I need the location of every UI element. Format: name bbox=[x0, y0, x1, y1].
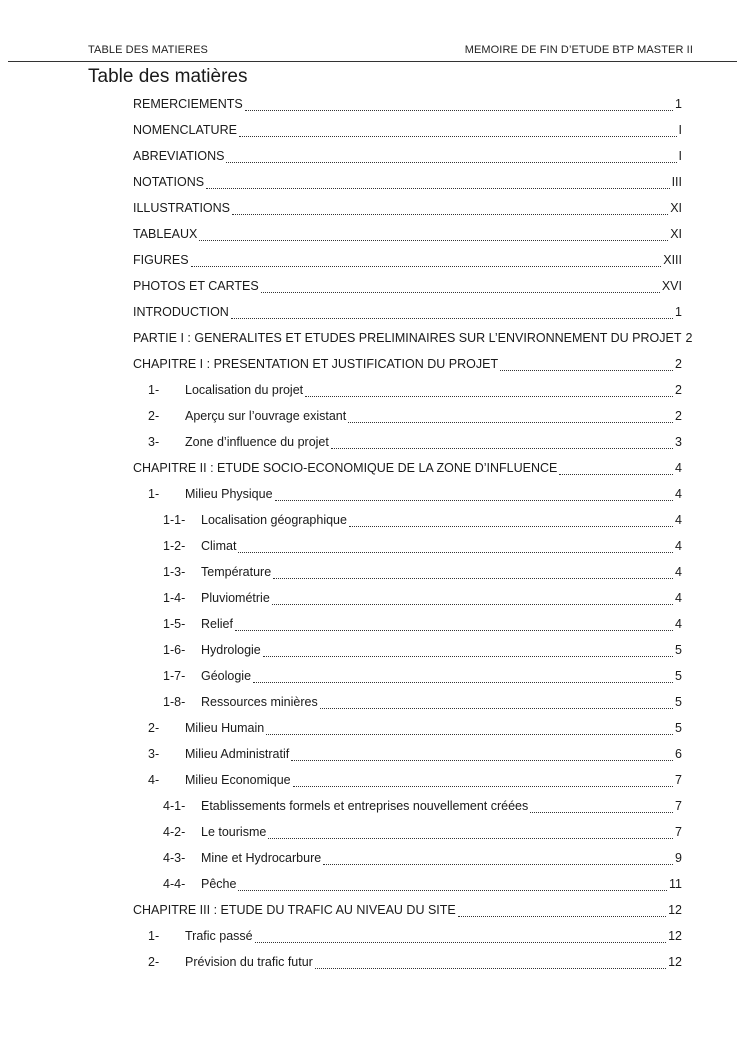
header-left-title: TABLE DES MATIERES bbox=[88, 44, 208, 56]
toc-leader-dots bbox=[231, 308, 673, 319]
toc-leader-dots bbox=[500, 360, 673, 371]
toc-entry-page: 1 bbox=[675, 305, 682, 319]
toc-entry-page: 12 bbox=[668, 929, 682, 943]
toc-entry-page: 4 bbox=[675, 617, 682, 631]
toc-entry[interactable] bbox=[133, 201, 682, 219]
toc-entry-page: 7 bbox=[675, 799, 682, 813]
toc-entry-page: 4 bbox=[675, 539, 682, 553]
toc-entry[interactable] bbox=[163, 539, 682, 557]
toc-entry-text: Zone d’influence du projet bbox=[185, 435, 329, 449]
toc-entry-number: 4-4- bbox=[163, 877, 186, 891]
toc-entry-page: 2 bbox=[685, 331, 693, 345]
toc-entry-number: 1-1- bbox=[163, 513, 186, 527]
toc-leader-dots bbox=[266, 724, 673, 735]
toc-entry-page: 12 bbox=[668, 955, 682, 969]
toc-entry[interactable] bbox=[163, 591, 682, 609]
toc-entry[interactable] bbox=[163, 825, 682, 843]
toc-entry-page: 5 bbox=[675, 695, 682, 709]
header-divider bbox=[8, 61, 737, 62]
toc-entry[interactable] bbox=[133, 903, 682, 921]
toc-entry-page: 1 bbox=[675, 97, 682, 111]
toc-entry-number: 2- bbox=[148, 955, 160, 969]
toc-entry-text: PHOTOS ET CARTES bbox=[133, 279, 259, 293]
toc-entry-page: 7 bbox=[675, 773, 682, 787]
toc-leader-dots bbox=[235, 620, 673, 631]
toc-entry-text: INTRODUCTION bbox=[133, 305, 229, 319]
toc-entry[interactable] bbox=[163, 565, 682, 583]
toc-leader-dots bbox=[331, 438, 673, 449]
toc-entry-page: 4 bbox=[675, 487, 682, 501]
toc-entry[interactable] bbox=[148, 721, 682, 739]
toc-entry-text: Milieu Humain bbox=[185, 721, 265, 735]
toc-entry[interactable] bbox=[148, 955, 682, 973]
toc-entry-text: Etablissements formels et entreprises nouvellement créées bbox=[201, 799, 529, 813]
toc-entry-number: 3- bbox=[148, 747, 160, 761]
toc-leader-dots bbox=[268, 828, 673, 839]
toc-entry-text: Pluviométrie bbox=[201, 591, 270, 605]
toc-entry[interactable] bbox=[133, 253, 682, 271]
toc-entry-text: Milieu Physique bbox=[185, 487, 273, 501]
toc-leader-dots bbox=[263, 646, 673, 657]
toc-entry-page: III bbox=[671, 175, 682, 189]
header-right-title: MEMOIRE DE FIN D’ETUDE BTP MASTER II bbox=[464, 44, 693, 56]
toc-leader-dots bbox=[245, 100, 673, 111]
toc-entry-page: I bbox=[678, 149, 682, 163]
toc-entry-number: 4-3- bbox=[163, 851, 186, 865]
toc-entry[interactable] bbox=[148, 487, 682, 505]
toc-entry[interactable] bbox=[133, 227, 682, 245]
toc-entry[interactable] bbox=[148, 929, 682, 947]
toc-leader-dots bbox=[255, 932, 666, 943]
toc-leader-dots bbox=[458, 906, 666, 917]
toc-entry-text: NOMENCLATURE bbox=[133, 123, 237, 137]
toc-leader-dots bbox=[315, 958, 666, 969]
toc-entry-page: XIII bbox=[663, 253, 682, 267]
toc-entry-page: 4 bbox=[675, 565, 682, 579]
toc-entry-page: 5 bbox=[675, 721, 682, 735]
toc-entry[interactable] bbox=[148, 435, 682, 453]
toc-leader-dots bbox=[253, 672, 673, 683]
toc-leader-dots bbox=[239, 126, 677, 137]
toc-entry[interactable] bbox=[133, 123, 682, 141]
toc-leader-dots bbox=[305, 386, 673, 397]
toc-leader-dots bbox=[349, 516, 673, 527]
toc-entry-page: 9 bbox=[675, 851, 682, 865]
toc-entry-number: 1-8- bbox=[163, 695, 186, 709]
toc-entry[interactable] bbox=[163, 877, 682, 895]
toc-entry-text: CHAPITRE III : ETUDE DU TRAFIC AU NIVEAU DU SITE bbox=[133, 903, 456, 917]
toc-entry[interactable] bbox=[133, 279, 682, 297]
toc-entry-text: Milieu Administratif bbox=[185, 747, 290, 761]
toc-entry[interactable] bbox=[148, 773, 682, 791]
toc-entry[interactable] bbox=[133, 461, 682, 479]
toc-entry-text: Aperçu sur l’ouvrage existant bbox=[185, 409, 347, 423]
toc-leader-dots bbox=[261, 282, 660, 293]
toc-entry-number: 1-4- bbox=[163, 591, 186, 605]
toc-entry-page: 4 bbox=[675, 591, 682, 605]
toc-entry-text: REMERCIEMENTS bbox=[133, 97, 243, 111]
toc-entry-page: 11 bbox=[669, 877, 682, 891]
toc-entry-page: 3 bbox=[675, 435, 682, 449]
toc-entry-text: ILLUSTRATIONS bbox=[133, 201, 231, 215]
toc-entry-text: Mine et Hydrocarbure bbox=[201, 851, 322, 865]
toc-entry-text: Milieu Economique bbox=[185, 773, 291, 787]
toc-entry-text: Prévision du trafic futur bbox=[185, 955, 313, 969]
toc-entry-page: 4 bbox=[675, 513, 682, 527]
toc-entry-number: 4-2- bbox=[163, 825, 186, 839]
toc-entry-text: Pêche bbox=[201, 877, 237, 891]
toc-entry-text: Trafic passé bbox=[185, 929, 253, 943]
toc-entry[interactable] bbox=[163, 513, 682, 531]
toc-entry[interactable] bbox=[148, 747, 682, 765]
toc-leader-dots bbox=[206, 178, 670, 189]
toc-entry-number: 1-2- bbox=[163, 539, 186, 553]
toc-entry[interactable] bbox=[133, 97, 682, 115]
toc-entry-text: Climat bbox=[201, 539, 237, 553]
toc-title: Table des matières bbox=[88, 66, 248, 87]
toc-leader-dots bbox=[348, 412, 673, 423]
toc-entry-page: 2 bbox=[675, 383, 682, 397]
toc-entry-number: 1-5- bbox=[163, 617, 186, 631]
toc-entry-page: XVI bbox=[661, 279, 682, 293]
toc-entry-page: 7 bbox=[675, 825, 682, 839]
toc-entry-page: I bbox=[678, 123, 682, 137]
toc-entry-number: 1-7- bbox=[163, 669, 186, 683]
toc-leader-dots bbox=[226, 152, 676, 163]
toc-leader-dots bbox=[530, 802, 673, 813]
page-header bbox=[88, 44, 693, 60]
toc-entry-page: XI bbox=[670, 201, 682, 215]
toc-leader-dots bbox=[320, 698, 673, 709]
toc-entry[interactable] bbox=[148, 409, 682, 427]
toc-entry-page: 4 bbox=[675, 461, 682, 475]
toc-entry-text: ABREVIATIONS bbox=[133, 149, 225, 163]
toc-entry-text: CHAPITRE I : PRESENTATION ET JUSTIFICATION DU PROJET bbox=[133, 357, 499, 371]
toc-entry-page: 5 bbox=[675, 643, 682, 657]
toc-leader-dots bbox=[191, 256, 662, 267]
toc-entry-text: Hydrologie bbox=[201, 643, 261, 657]
toc-entry-number: 1-6- bbox=[163, 643, 186, 657]
toc-entry[interactable] bbox=[163, 695, 682, 713]
toc-entry-number: 4-1- bbox=[163, 799, 186, 813]
toc-entry-number: 2- bbox=[148, 409, 160, 423]
toc-entry[interactable] bbox=[133, 175, 682, 193]
toc-leader-dots bbox=[273, 568, 673, 579]
toc-entry-page: 5 bbox=[675, 669, 682, 683]
toc-entry-text: Le tourisme bbox=[201, 825, 267, 839]
toc-leader-dots bbox=[275, 490, 674, 501]
toc-entry[interactable] bbox=[133, 357, 682, 375]
toc-entry-text: Température bbox=[201, 565, 272, 579]
toc-entry[interactable] bbox=[133, 305, 682, 323]
toc-entry[interactable] bbox=[133, 149, 682, 167]
toc-entry-page: 12 bbox=[668, 903, 682, 917]
toc-entry-number: 1- bbox=[148, 487, 160, 501]
toc-leader-dots bbox=[323, 854, 673, 865]
toc-entry-number: 1-3- bbox=[163, 565, 186, 579]
toc-entry-page: 6 bbox=[675, 747, 682, 761]
toc-entry-text: NOTATIONS bbox=[133, 175, 205, 189]
toc-entry-text: Localisation géographique bbox=[201, 513, 347, 527]
toc-leader-dots bbox=[272, 594, 673, 605]
toc-leader-dots bbox=[559, 464, 673, 475]
toc-entry-text: Relief bbox=[201, 617, 233, 631]
toc-leader-dots bbox=[238, 880, 667, 891]
toc-entry-text: PARTIE I : GENERALITES ET ETUDES PRELIMINAIRES SUR L’ENVIRONNEMENT DU PROJET bbox=[133, 331, 682, 345]
toc-entry-page: 2 bbox=[675, 357, 682, 371]
toc-entry-text: TABLEAUX bbox=[133, 227, 198, 241]
toc-entry[interactable] bbox=[133, 331, 693, 349]
toc-entry-text: Localisation du projet bbox=[185, 383, 304, 397]
toc-entry[interactable] bbox=[163, 669, 682, 687]
toc-entry-page: XI bbox=[670, 227, 682, 241]
toc-entry-text: CHAPITRE II : ETUDE SOCIO-ECONOMIQUE DE LA ZONE D’INFLUENCE bbox=[133, 461, 558, 475]
toc-entry-text: Géologie bbox=[201, 669, 252, 683]
toc-entry-number: 3- bbox=[148, 435, 160, 449]
toc-entry[interactable] bbox=[163, 643, 682, 661]
toc-entry-text: FIGURES bbox=[133, 253, 189, 267]
toc-entry-number: 1- bbox=[148, 383, 160, 397]
toc-entry[interactable] bbox=[163, 617, 682, 635]
toc-entry-number: 4- bbox=[148, 773, 160, 787]
toc-entry[interactable] bbox=[163, 851, 682, 869]
toc-entry-text: Ressources minières bbox=[201, 695, 318, 709]
toc-entry[interactable] bbox=[163, 799, 682, 817]
toc-leader-dots bbox=[232, 204, 668, 215]
toc-entry-number: 2- bbox=[148, 721, 160, 735]
toc-leader-dots bbox=[238, 542, 673, 553]
toc-leader-dots bbox=[199, 230, 668, 241]
toc-entry-page: 2 bbox=[675, 409, 682, 423]
toc-leader-dots bbox=[291, 750, 673, 761]
toc-leader-dots bbox=[293, 776, 673, 787]
toc-entry[interactable] bbox=[148, 383, 682, 401]
toc-entry-number: 1- bbox=[148, 929, 160, 943]
